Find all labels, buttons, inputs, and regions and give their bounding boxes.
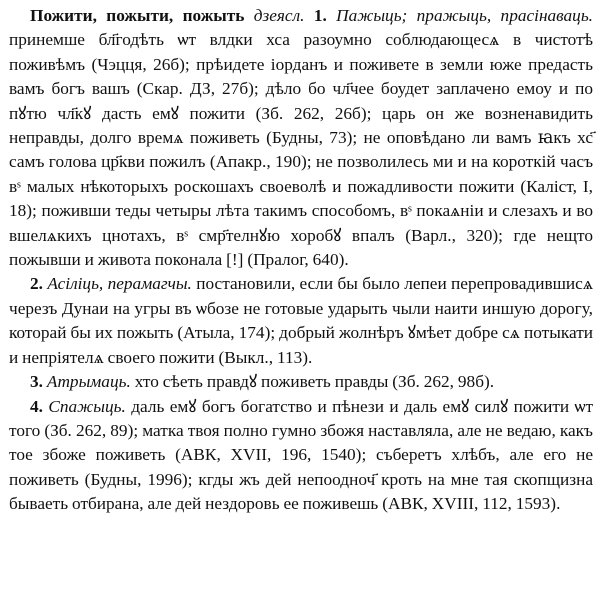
sense-quotations: хто сѣеть правдꙋ поживеть правды (Зб. 262, 98б). xyxy=(134,372,495,392)
sense-gloss: Асiлiць, перамагчы. xyxy=(47,274,192,294)
sense-number: 3. xyxy=(30,372,43,392)
sense-number: 1. xyxy=(313,6,327,25)
sense-number: 2. xyxy=(30,274,43,294)
sense-gloss: Спажыць. xyxy=(48,396,126,416)
sense-1-paragraph xyxy=(9,4,593,272)
sense-quotations: постановили, если бы было лепеи перепровадившисѧ черезъ Дунаи на угры въ ѡбозе не готовые ударыть чыли наити иншую дорогу, которай бы их пожыть (Атыла, 174); добрый жолнѣръ ꙋмѣет добре сѧ потыкати и непрiятелѧ своего пожити (Выкл., 113). xyxy=(9,274,594,367)
sense-gloss: Атрымаць. xyxy=(46,372,131,392)
headword: Пожити, пожыти, пожыть xyxy=(30,6,245,25)
sense-number: 4. xyxy=(30,396,43,416)
sense-3-paragraph xyxy=(9,370,593,394)
part-of-speech: дзеясл. xyxy=(253,6,305,25)
sense-4-paragraph xyxy=(9,395,593,517)
sense-gloss: Пажыць; пражыць, прасiнаваць. xyxy=(336,6,594,25)
sense-quotations: даль емꙋ богъ богатство и пѣнези и даль емꙋ силꙋ пожити ѡт того (Зб. 262, 89); матка твоя полно гумно збожя наставляла, але не ведаю, какъ тое збоже поживеть (АВК, XVII, 196, 1540); съберетъ хлѣбъ, але его не поживеть (Будны, 1996); кгды жъ дей непоодноч҃ кроть на мне тая скопщизна бываеть отбирана, але дей нездоровь ее поживешь (АВК, XVIII, 112, 1593). xyxy=(9,396,594,514)
sense-2-paragraph xyxy=(9,272,593,370)
sense-quotations: принемше бл҃годѣть ѡт влдки хса разоумно соблюдающесѧ в чистотѣ поживѣмъ (Чэцця, 26б); прѣидете iорданъ и поживете в земли юже предасть вамъ богъ вашъ (Скар. ДЗ, 27б); дѣло бо чл҃чее боудет заплачено емоу и по пꙋтю чл҃кꙋ дасть емꙋ пожити (Зб. 262, 26б); царь он же возненавидить неправды, долго времѧ поживеть (Будны, 73); не оповѣдано ли вамъ ꙗкъ хс҃ самъ голова цр҃кви пожилъ (Апакр., 190); не позволилесь ми и на короткiй часъ вˢ малых нѣкоторыхъ роскошахъ своеволѣ и пожадливости пожити (Калiст, I, 18); поживши теды четыры лѣта такимъ способомъ, вˢ покаѧнiи и слезахъ и во вшелѧкихъ цнотахъ, вˢ смр҃телнꙋю хоробꙋ впалъ (Варл., 320); где нещто пожывши и живота поконала [!] (Пралог, 640). xyxy=(9,30,593,270)
